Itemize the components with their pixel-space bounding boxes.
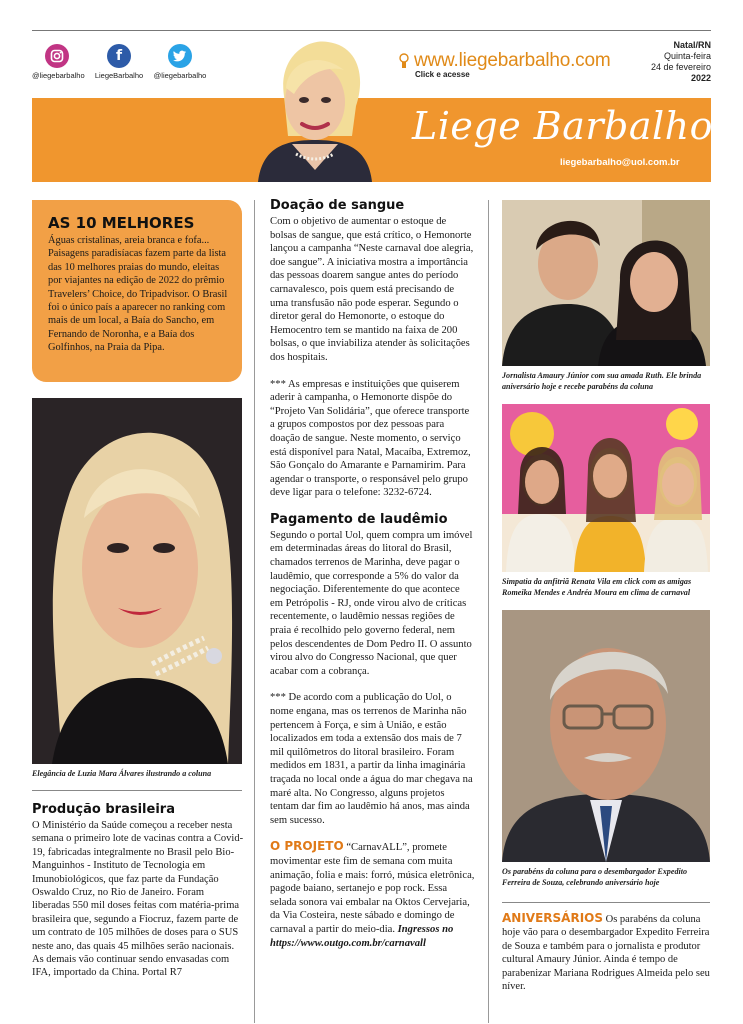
weekday: Quinta-feira <box>663 51 711 61</box>
caption-amaury: Jornalista Amaury Júnior com sua amada Ruth. Ele brinda aniversário hoje e recebe parabéns da coluna <box>502 371 702 391</box>
laudemio-title: Pagamento de laudêmio <box>270 511 448 527</box>
instagram-icon <box>45 44 69 68</box>
columnist-portrait <box>248 36 382 182</box>
middle-column <box>270 198 475 950</box>
projeto-text: “CarnavALL”, promete movimentar este fim de semana com muita animação, folia e mais: forró, música eletrônica, pagode baiano, sertanejo e pop rock. Essa selada sonora vai embalar na Oktos Cervejaria, da Via Costeira, neste sábado e domingo de carnaval a partir do meio-dia. <box>270 842 475 935</box>
photo-luzia <box>32 398 242 764</box>
caption-renata: Simpatia da anfitriã Renata Vila em click com as amigas Romeika Mendes e Andréa Moura em clima de carnaval <box>502 577 692 597</box>
doacao-title: Doação de sangue <box>270 198 405 213</box>
instagram-handle: @liegebarbalho <box>32 71 85 80</box>
date-block <box>651 40 711 84</box>
year: 2022 <box>690 73 711 83</box>
header-rule <box>32 30 711 31</box>
top10-text: Águas cristalinas, areia branca e fofa... Paisagens paradisíacas fazem parte da lista das 10 melhores praias do mundo, eleitas por viajantes na edição de 2022 do prêmio Travelers’ Choice, do Tripadvisor. O Brasil foi o único país a aparecer no ranking com mais de um local, a Baía do Sancho, em Fernando de Noronha, e a Baía dos Golfinhos, na Praia da Pipa. <box>48 235 228 354</box>
projeto-label: O PROJETO <box>270 839 344 854</box>
instagram-link[interactable] <box>32 44 85 80</box>
projeto-paragraph <box>270 840 475 950</box>
producao-title: Produção brasileira <box>32 802 175 817</box>
column-divider <box>488 200 489 1023</box>
top10-box <box>32 200 242 382</box>
producao-text: O Ministério da Saúde começou a receber nesta semana o primeiro lote de vacinas contra a Covid-19, fabricadas integralmente no Brasil pelo Bio-Manguinhos - Instituto de Tecnologia em Imunobiológicos, que faz parte da Fundação Oswaldo Cruz, no Rio de Janeiro. Foram liberadas 550 mil doses feitas com matéria-prima brasileira que, segundo a Fiocruz, fazem parte de um contrato de 105 milhões de doses para o SUS neste ano, das quais 45 milhões serão nacionais. As demais vão continuar sendo envasadas com IFA, importado da China. Portal R7 <box>32 820 244 979</box>
laudemio-paragraph-1: Segundo o portal Uol, quem compra um imóvel em determinadas áreas do litoral do Brasil, chamados terrenos de Marinha, deve pagar o laudêmio, que corresponde a 5% do valor da negociação. Diferentemente do que acontece em Petrópolis - RJ, onde virou alvo de críticas recentemente, o laudêmio nessas regiões de praia é recolhido pelo governo federal, nem pelos descendentes de Dom Pedro II. O assunto virou alvo do Congresso Nacional, que quer acabar com a cobrança. <box>270 529 473 677</box>
date: 24 de fevereiro <box>650 62 711 72</box>
aniversarios-text: Os parabéns da coluna hoje vão para o desembargador Expedito Ferreira de Souza e também para o jornalista e produtor cultural Amaury Júnior. Ainda é tempo de parabenizar Mariana Rodrigues Almeida pelo seu níver. <box>502 914 710 993</box>
column-divider <box>254 200 255 1023</box>
facebook-handle: LiegeBarbalho <box>94 71 144 80</box>
twitter-handle: @liegebarbalho <box>153 71 207 80</box>
email-link[interactable]: liegebarbalho@uol.com.br <box>560 157 680 168</box>
producao-section <box>32 802 244 980</box>
facebook-icon: f <box>107 44 131 68</box>
site-link[interactable] <box>397 50 610 79</box>
photo-renata-friends <box>502 404 710 572</box>
doacao-paragraph-1: Com o objetivo de aumentar o estoque de bolsas de sangue, que está crítico, o Hemonorte lançou a campanha “Neste carnaval doe alegria, doe sangue”. A iniciativa mostra a importância das pessoas doarem sangue antes do período carnavalesco, pois quem está precisando de uma transfusão não pode esperar. Segundo o diretor geral do Hemonorte, o estoque do Hemocentro tem se mantido na faixa de 200 bolsas, o que inviabiliza atender às solicitações dos hospitais. <box>270 216 474 363</box>
top10-title: AS 10 MELHORES <box>48 214 195 232</box>
aniversarios-section <box>502 912 712 993</box>
site-url: www.liegebarbalho.com <box>414 50 611 71</box>
projeto-link[interactable]: Ingressos no https://www.outgo.com.br/carnavall <box>270 923 454 949</box>
photo-amaury-ruth <box>502 200 710 366</box>
column-title: Liege Barbalho <box>412 104 713 148</box>
city: Natal/RN <box>673 40 711 50</box>
twitter-link[interactable] <box>153 44 207 80</box>
doacao-paragraph-2: *** As empresas e instituições que quiserem aderir à campanha, o Hemonorte dispõe do “Projeto Van Solidária”, que oferece transporte a grupos compostos por dez pessoas para doação de sangue. Neste momento, o serviço está disponível para Natal, Macaíba, Extremoz, São Gonçalo do Amarante e Parnamirim. Para agendar o transporte, o responsável pelo grupo deve ligar para o telefone: 3232-6724. <box>270 378 471 499</box>
facebook-link[interactable] <box>94 44 144 80</box>
caption-luzia: Elegância de Luzia Mara Álvares ilustrando a coluna <box>32 769 212 778</box>
site-click: Click e acesse <box>415 70 470 79</box>
aniversarios-label: ANIVERSÁRIOS <box>502 911 603 925</box>
caption-expedito: Os parabéns da coluna para o desembargador Expedito Ferreira de Souza, celebrando aniversário hoje <box>502 867 688 887</box>
photo-expedito <box>502 610 710 862</box>
section-rule <box>32 790 242 791</box>
laudemio-paragraph-2: *** De acordo com a publicação do Uol, o nome engana, mas os terrenos de Marinha não pertencem à Força, e sim à União, e estão localizados em toda a extensão dos mais de 7 mil quilômetros do litoral brasileiro. Foram medidos em 1831, a partir da linha imaginária traçada no local onde a água do mar chegava na maré alta. No Congresso, alguns projetos tentam dar fim ao laudêmio há anos, mas ainda sem sucesso. <box>270 692 473 826</box>
section-rule <box>502 902 710 903</box>
twitter-icon <box>168 44 192 68</box>
pointer-icon <box>397 53 411 69</box>
